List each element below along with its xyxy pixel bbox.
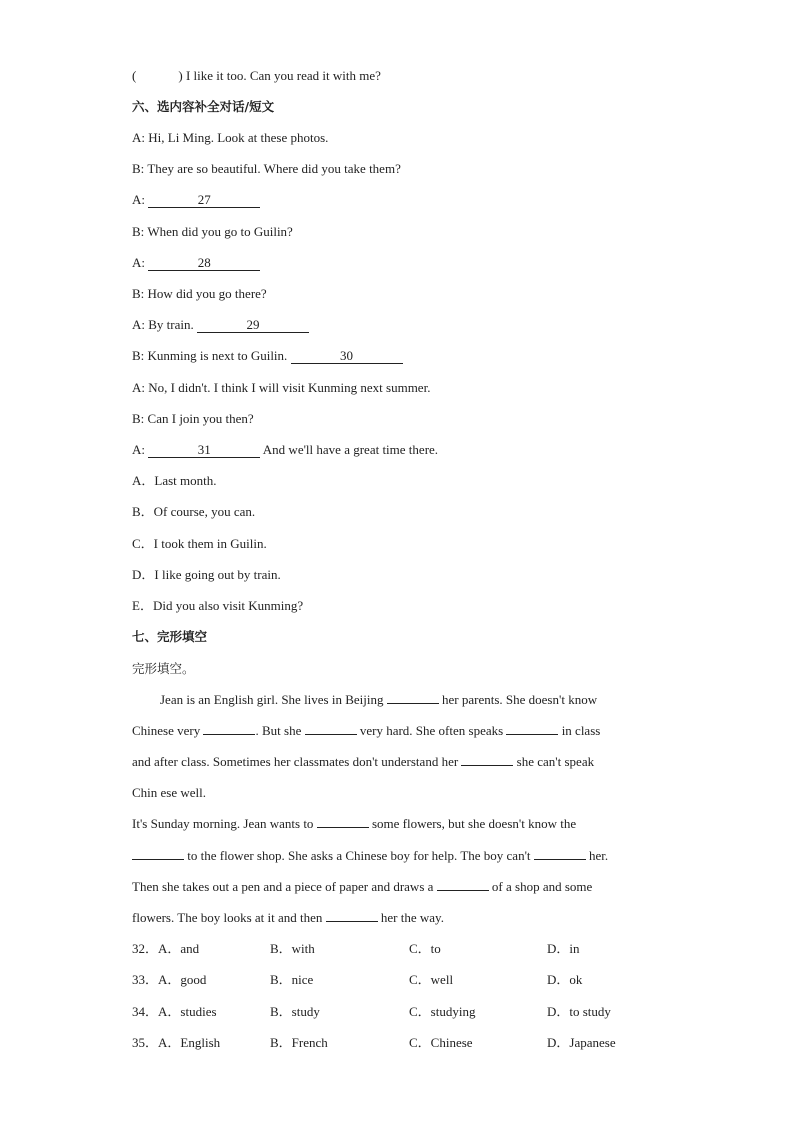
dialogue-line: A: By train. 29 xyxy=(132,317,309,333)
option-b[interactable]: B．French xyxy=(270,1035,328,1050)
question-text: I like it too. Can you read it with me? xyxy=(185,68,381,83)
option-d[interactable]: D．Japanese xyxy=(547,1035,616,1050)
section-heading: 七、完形填空 xyxy=(132,629,208,644)
option-b[interactable]: B．with xyxy=(270,941,315,956)
dialogue-line: B: Can I join you then? xyxy=(132,411,254,426)
cloze-blank[interactable] xyxy=(203,733,255,735)
cloze-blank[interactable] xyxy=(305,733,357,735)
question-number: 34．A．studies xyxy=(132,1004,217,1019)
option-d[interactable]: D．ok xyxy=(547,972,583,987)
paren-right: ) xyxy=(178,68,183,83)
dialogue-line: A: 31 And we'll have a great time there. xyxy=(132,442,439,457)
cloze-blank[interactable] xyxy=(387,702,439,704)
cloze-blank[interactable] xyxy=(132,858,184,860)
dialogue-line: A: 28 xyxy=(132,255,260,271)
dialogue-line: A: 27 xyxy=(132,192,260,208)
passage-line: to the flower shop. She asks a Chinese boy for help. The boy can't her. xyxy=(132,848,608,864)
answer-blank[interactable]: 31 xyxy=(148,443,260,458)
question-number: 35．A．English xyxy=(132,1035,221,1050)
option-item[interactable]: B．Of course, you can. xyxy=(132,504,256,519)
passage-line: Chin ese well. xyxy=(132,785,207,800)
cloze-blank[interactable] xyxy=(437,889,489,891)
dialogue-line: A: Hi, Li Ming. Look at these photos. xyxy=(132,130,329,145)
answer-blank[interactable]: 27 xyxy=(148,193,260,208)
option-item[interactable]: D．I like going out by train. xyxy=(132,567,281,582)
answer-blank[interactable]: 29 xyxy=(197,318,309,333)
option-b[interactable]: B．nice xyxy=(270,972,314,987)
option-c[interactable]: C．to xyxy=(409,941,441,956)
answer-blank[interactable]: 30 xyxy=(291,349,403,364)
dialogue-line: B: When did you go to Guilin? xyxy=(132,224,293,239)
option-b[interactable]: B．study xyxy=(270,1004,320,1019)
option-item[interactable]: A．Last month. xyxy=(132,473,217,488)
option-item[interactable]: E．Did you also visit Kunming? xyxy=(132,598,304,613)
option-c[interactable]: C．studying xyxy=(409,1004,476,1019)
question-line xyxy=(132,68,381,84)
question-number: 33．A．good xyxy=(132,972,207,987)
option-d[interactable]: D．to study xyxy=(547,1004,611,1019)
option-d[interactable]: D．in xyxy=(547,941,580,956)
dialogue-line: B: They are so beautiful. Where did you take them? xyxy=(132,161,401,176)
cloze-blank[interactable] xyxy=(461,764,513,766)
passage-line: Jean is an English girl. She lives in Beijing her parents. She doesn't know xyxy=(160,692,598,707)
section-heading: 六、选内容补全对话/短文 xyxy=(132,99,275,114)
answer-blank[interactable]: 28 xyxy=(148,256,260,271)
dialogue-line: A: No, I didn't. I think I will visit Kunming next summer. xyxy=(132,380,431,395)
option-item[interactable]: C．I took them in Guilin. xyxy=(132,536,267,551)
passage-line: Then she takes out a pen and a piece of paper and draws a of a shop and some xyxy=(132,879,593,894)
section-subheading: 完形填空。 xyxy=(132,661,195,676)
cloze-blank[interactable] xyxy=(534,858,586,860)
passage-line: and after class. Sometimes her classmates don't understand her she can't speak xyxy=(132,754,595,769)
cloze-blank[interactable] xyxy=(506,733,558,735)
dialogue-line: B: How did you go there? xyxy=(132,286,267,301)
passage-line: Chinese very . But she very hard. She often speaks in class xyxy=(132,723,601,738)
passage-line: It's Sunday morning. Jean wants to some flowers, but she doesn't know the xyxy=(132,816,577,831)
option-c[interactable]: C．well xyxy=(409,972,454,987)
cloze-blank[interactable] xyxy=(326,920,378,922)
question-number: 32．A．and xyxy=(132,941,200,956)
passage-line: flowers. The boy looks at it and then her the way. xyxy=(132,910,444,925)
paren-left: ( xyxy=(132,68,137,83)
option-c[interactable]: C．Chinese xyxy=(409,1035,473,1050)
cloze-blank[interactable] xyxy=(317,826,369,828)
dialogue-line: B: Kunming is next to Guilin. 30 xyxy=(132,348,403,364)
